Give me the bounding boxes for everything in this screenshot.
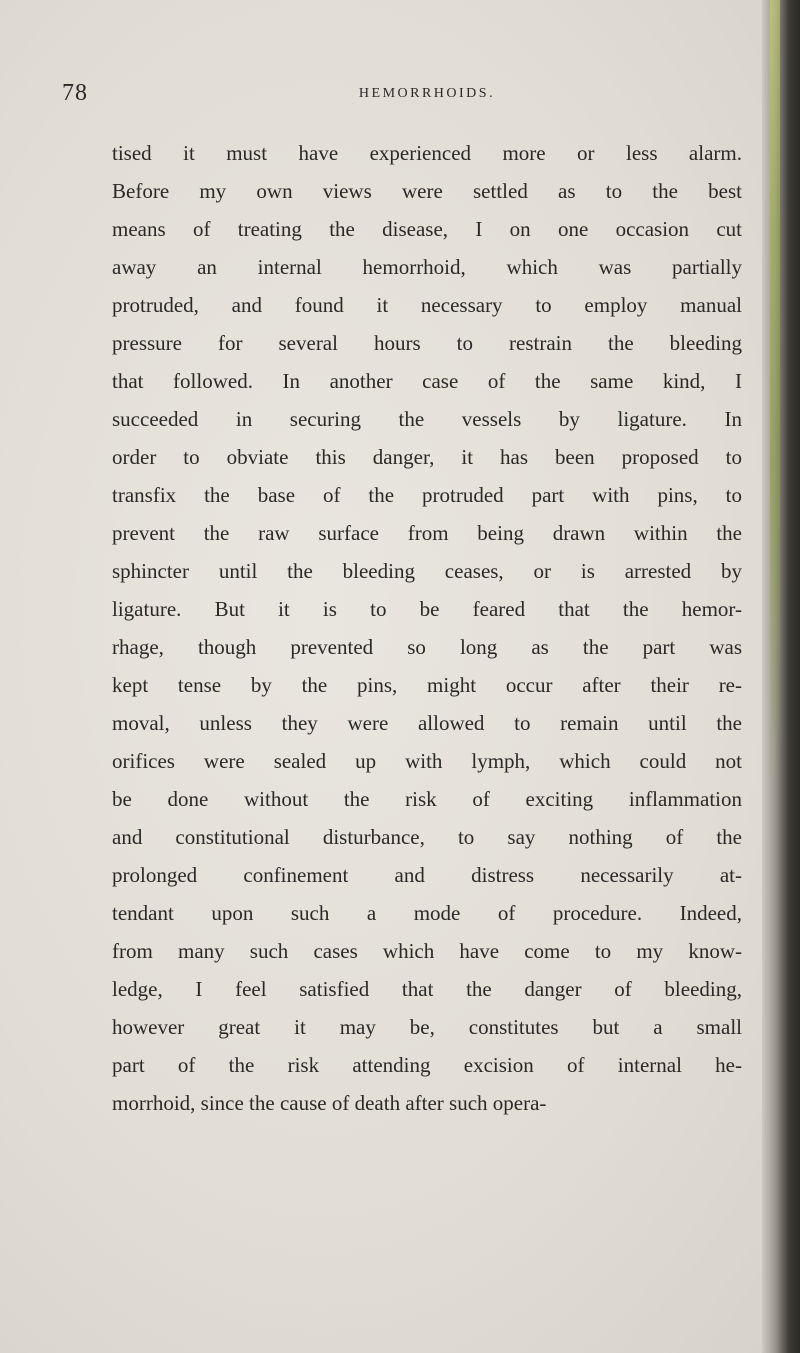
text-line: order to obviate this danger, it has been proposed to xyxy=(112,445,742,469)
text-line: ledge, I feel satisfied that the danger of bleeding, xyxy=(112,977,742,1001)
text-line: and constitutional disturbance, to say nothing of the xyxy=(112,825,742,849)
text-line: rhage, though prevented so long as the part was xyxy=(112,635,742,659)
text-line: protruded, and found it necessary to employ manual xyxy=(112,293,742,317)
text-line: prevent the raw surface from being drawn within the xyxy=(112,521,742,545)
text-line: tised it must have experienced more or less alarm. xyxy=(112,141,742,165)
text-line: moval, unless they were allowed to remain until the xyxy=(112,711,742,735)
running-head xyxy=(62,80,752,110)
text-line: ligature. But it is to be feared that the hemor- xyxy=(112,597,742,621)
text-line: pressure for several hours to restrain the bleeding xyxy=(112,331,742,355)
text-line: Before my own views were settled as to the best xyxy=(112,179,742,203)
running-title: HEMORRHOIDS. xyxy=(358,86,496,101)
text-line: tendant upon such a mode of procedure. Indeed, xyxy=(112,901,742,925)
text-line: kept tense by the pins, might occur after their re- xyxy=(112,673,742,697)
text-line: succeeded in securing the vessels by ligature. In xyxy=(112,407,742,431)
text-line: sphincter until the bleeding ceases, or is arrested by xyxy=(112,559,742,583)
text-line: that followed. In another case of the same kind, I xyxy=(112,369,742,393)
text-line: orifices were sealed up with lymph, which could not xyxy=(112,749,742,773)
text-line: away an internal hemorrhoid, which was partially xyxy=(112,255,742,279)
text-line: be done without the risk of exciting inflammation xyxy=(112,787,742,811)
text-line: however great it may be, constitutes but a small xyxy=(112,1015,742,1039)
page-binding-edge xyxy=(762,0,800,1353)
text-line: prolonged confinement and distress necessarily at- xyxy=(112,863,742,887)
page-number: 78 xyxy=(62,80,88,106)
text-line: from many such cases which have come to my know- xyxy=(112,939,742,963)
text-line: morrhoid, since the cause of death after such opera- xyxy=(112,1091,547,1115)
text-line: part of the risk attending excision of internal he- xyxy=(112,1053,742,1077)
body-text xyxy=(112,134,742,1122)
text-line: transfix the base of the protruded part with pins, to xyxy=(112,483,742,507)
text-line: means of treating the disease, I on one occasion cut xyxy=(112,217,742,241)
